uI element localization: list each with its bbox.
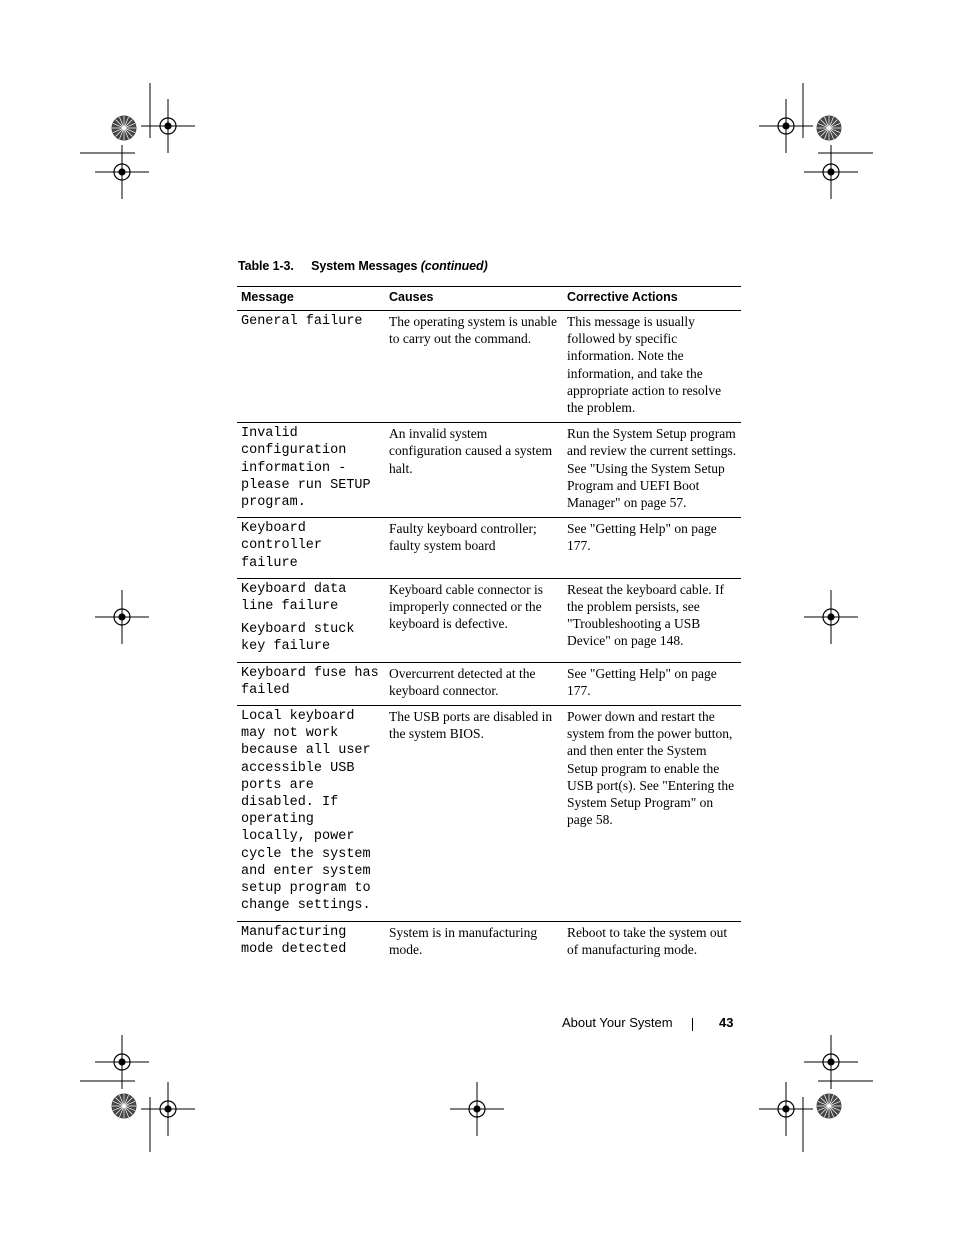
- table-row: [237, 518, 741, 579]
- footer-section-title: About Your System: [562, 1015, 673, 1030]
- causes-cell: Overcurrent detected at the keyboard connector.: [385, 662, 563, 705]
- actions-cell: Run the System Setup program and review the current settings. See "Using the System Setup Program and UEFI Boot Manager" on page 57.: [563, 423, 741, 518]
- message-cell: [237, 921, 385, 964]
- actions-cell: This message is usually followed by specific information. Note the information, and take the appropriate action to resolve the problem.: [563, 311, 741, 423]
- message-cell: [237, 578, 385, 662]
- message-text: Invalid configuration information - please run SETUP program.: [241, 426, 371, 511]
- header-causes: Causes: [385, 287, 563, 311]
- message-cell: [237, 423, 385, 518]
- message-text: Keyboard controller failure: [241, 521, 323, 571]
- causes-cell: The USB ports are disabled in the system BIOS.: [385, 706, 563, 921]
- message-cell: [237, 518, 385, 579]
- table-row: [237, 311, 741, 423]
- message-text: General failure: [241, 314, 363, 329]
- message-text: Keyboard fuse has failed: [241, 665, 379, 698]
- system-messages-table: [237, 286, 741, 964]
- causes-cell: The operating system is unable to carry out the command.: [385, 311, 563, 423]
- causes-cell: Keyboard cable connector is improperly connected or the keyboard is defective.: [385, 578, 563, 662]
- header-message: Message: [237, 287, 385, 311]
- table-row: [237, 423, 741, 518]
- page-number: 43: [719, 1015, 734, 1030]
- message-text: Keyboard data line failure: [241, 581, 347, 615]
- table-row: [237, 921, 741, 964]
- table-row: [237, 706, 741, 921]
- table-caption-title: System Messages: [311, 259, 418, 273]
- actions-cell: Reseat the keyboard cable. If the problem persists, see "Troubleshooting a USB Device" on page 148.: [563, 578, 741, 662]
- message-cell: [237, 706, 385, 921]
- causes-cell: Faulty keyboard controller; faulty system board: [385, 518, 563, 579]
- header-corrective-actions: Corrective Actions: [563, 287, 741, 311]
- actions-cell: See "Getting Help" on page 177.: [563, 662, 741, 705]
- table-row: [237, 662, 741, 705]
- message-text: Keyboard stuck key failure: [241, 622, 355, 655]
- table-header-row: [237, 287, 741, 311]
- table-caption-number: Table 1-3.: [238, 259, 294, 273]
- causes-cell: An invalid system configuration caused a system halt.: [385, 423, 563, 518]
- actions-cell: Power down and restart the system from the power button, and then enter the System Setup program to enable the USB port(s). See "Entering the System Setup Program" on page 58.: [563, 706, 741, 921]
- table-caption: [238, 259, 488, 273]
- actions-cell: See "Getting Help" on page 177.: [563, 518, 741, 579]
- message-text: Manufacturing mode detected: [241, 924, 347, 957]
- table-caption-continued: (continued): [420, 259, 488, 273]
- causes-cell: System is in manufacturing mode.: [389, 924, 538, 957]
- message-cell: [237, 311, 385, 423]
- table-row: [237, 578, 741, 662]
- message-cell: [237, 662, 385, 705]
- message-text: Local keyboard may not work because all user accessible USB ports are disabled. If operating locally, power cycle the system and enter system setup program to change settings.: [241, 709, 371, 914]
- footer-divider: [692, 1018, 693, 1031]
- actions-cell: Reboot to take the system out of manufacturing mode.: [567, 924, 728, 957]
